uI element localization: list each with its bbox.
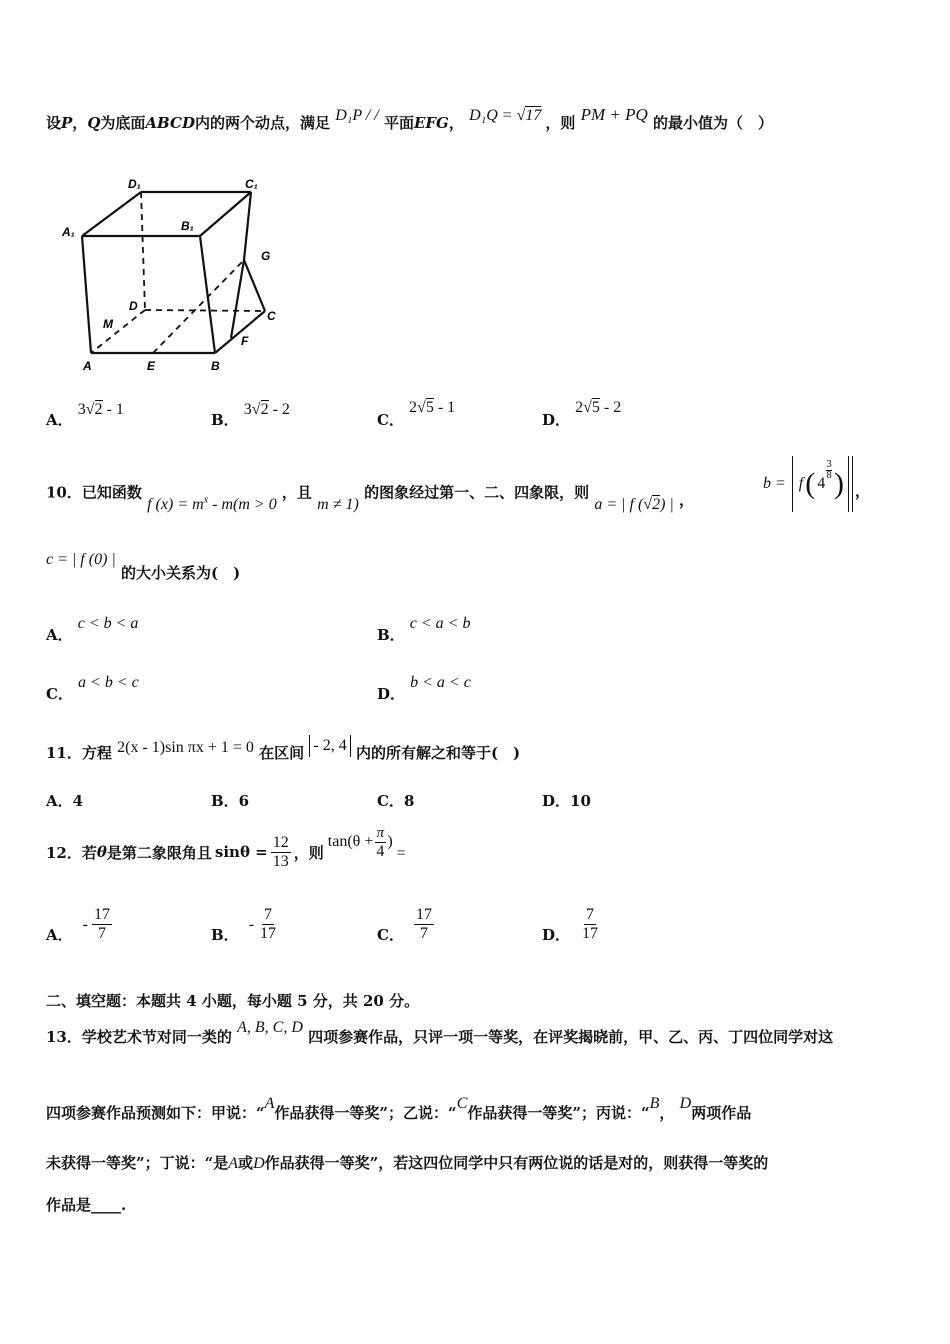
q9-prism-figure <box>55 170 295 380</box>
sqrt-symbol: √ <box>583 399 592 416</box>
option-value: a < b < c <box>78 674 139 691</box>
option-value: c < a < b <box>409 615 471 632</box>
q9-text: 平面 <box>383 114 414 132</box>
q12-equals: = <box>396 845 406 862</box>
q10-text: ， <box>679 491 695 510</box>
option-value: 2√5 - 1 <box>409 399 456 416</box>
q10-stem-line1 <box>46 474 695 514</box>
label-c1: C₁ <box>245 177 258 191</box>
q11-option-c[interactable]: C．8 <box>377 792 415 810</box>
q10-option-c[interactable] <box>46 671 139 703</box>
q13-text: 作品获得一等奖”；丙说：“ <box>467 1104 650 1122</box>
q13-abcd: A, B, C, D <box>237 1019 303 1036</box>
edge-b1-b <box>200 236 215 353</box>
option-label: C． <box>46 685 73 703</box>
exponent-fraction: 3 8 <box>826 459 832 481</box>
q10-option-a[interactable] <box>46 612 139 644</box>
q9-cond1: D₁P / / <box>335 107 379 124</box>
q10-text: ，且 <box>281 483 312 502</box>
q10-text: 10．已知函数 <box>46 483 142 502</box>
q11-stem <box>46 738 520 769</box>
edge-d-c-hidden <box>145 310 265 311</box>
q12-sin: sinθ = <box>214 843 268 861</box>
q12-text: ，则 <box>293 843 324 862</box>
q13-line4: 作品是____. <box>46 1196 127 1214</box>
q10-b-expr: b = f ( 4 3 8 ) ， <box>763 455 870 513</box>
edge-g-c <box>244 260 265 311</box>
option-sign: - <box>82 915 88 933</box>
option-value: 2√5 - 2 <box>575 399 622 416</box>
option-fraction: $\frac{7}{17}$ <box>582 906 599 942</box>
edge-b1-c1 <box>200 192 251 236</box>
q11-equation: 2(x - 1)sin πx + 1 = 0 <box>117 739 254 756</box>
label-g: G <box>261 249 271 263</box>
sqrt-symbol: √ <box>643 496 653 514</box>
q9-cond2-lhs: D₁Q = <box>469 107 513 124</box>
q12-text: 12．若 <box>46 843 97 862</box>
q12-theta: θ <box>96 843 107 861</box>
option-label: B． <box>211 411 239 429</box>
option-fraction: $\frac{7}{17}$ <box>260 906 277 942</box>
q11-option-a[interactable]: A．4 <box>46 792 84 810</box>
q10-function: f $(x) = m^x - m(m > 0$ <box>147 495 277 514</box>
q9-option-d[interactable] <box>542 398 622 429</box>
q12-option-c[interactable] <box>377 906 434 943</box>
q13-text: 作品获得一等奖”，若这四位同学中只有两位说的话是对的，则获得一等奖的 <box>264 1154 769 1172</box>
label-a1: A₁ <box>62 225 75 239</box>
q11-option-d[interactable]: D．10 <box>542 792 591 810</box>
q9-expr: PM + PQ <box>580 105 648 124</box>
q9-cond2-radicand: 17 <box>525 107 542 124</box>
q9-stem <box>46 105 774 139</box>
option-value: c < b < a <box>77 615 139 632</box>
sqrt-symbol: √ <box>85 401 95 418</box>
option-label: C． <box>377 926 404 944</box>
q9-var-efg: EFG <box>413 114 449 132</box>
label-m: M <box>103 317 113 331</box>
q13-text: 未获得一等奖”；丁说：“是 <box>46 1154 229 1172</box>
sqrt-symbol: √ <box>516 107 526 124</box>
q13-line2: 四项参赛作品预测如下：甲说：“A作品获得一等奖”；乙说：“C作品获得一等奖”；丙说：“B， D两项作品 <box>46 1095 752 1122</box>
q12-tan-expr: tan(θ + $\frac{\pi}{4}$ ) <box>327 824 393 860</box>
q10-cond: m ≠ 1) <box>317 496 359 514</box>
q12-stem <box>46 822 406 882</box>
q10-option-d[interactable] <box>377 671 471 703</box>
option-fraction: $\frac{17}{7}$ <box>415 906 432 942</box>
q13-text: 两项作品 <box>691 1104 752 1122</box>
label-d: D <box>129 299 138 313</box>
q12-option-a[interactable] <box>46 906 112 943</box>
q9-text: ，则 <box>545 114 576 132</box>
abs-bar-left <box>792 456 793 512</box>
q9-option-c[interactable] <box>377 398 456 429</box>
label-b: B <box>211 359 220 373</box>
q13-line3: 未获得一等奖”；丁说：“是A或D作品获得一等奖”，若这四位同学中只有两位说的话是对的，则获得一等奖的 <box>46 1154 769 1172</box>
option-label: D． <box>542 926 571 944</box>
label-e: E <box>147 359 156 373</box>
q10-text: 的图象经过第一、二、四象限，则 <box>364 483 590 502</box>
option-label: A． <box>46 411 73 429</box>
q13-text: 四项参赛作品，只评一项一等奖，在评奖揭晓前，甲、乙、丙、丁四位同学对这 <box>308 1028 834 1046</box>
label-b1: B₁ <box>181 219 194 233</box>
edge-d1-d-hidden <box>141 192 145 310</box>
q11-text: 11．方程 <box>46 744 112 762</box>
q9-text: ， <box>448 114 464 132</box>
q11-text: 内的所有解之和等于( ) <box>355 744 521 762</box>
q9-option-b[interactable] <box>211 400 290 429</box>
q13-text: 四项参赛作品预测如下：甲说：“ <box>46 1104 265 1122</box>
option-label: D． <box>542 411 571 429</box>
option-label: B． <box>377 626 405 644</box>
sqrt-symbol: √ <box>417 399 426 416</box>
option-value: b < a < c <box>410 674 471 691</box>
q13-text: 或 <box>238 1154 254 1172</box>
q12-option-d[interactable] <box>542 906 600 943</box>
option-value: 3√2 - 1 <box>77 401 124 418</box>
section-heading: 二、填空题：本题共 4 小题，每小题 5 分，共 20 分。 <box>46 992 420 1010</box>
label-d1: D₁ <box>128 177 141 191</box>
q13-line1 <box>46 1019 834 1053</box>
edge-a1-d1 <box>82 192 141 236</box>
label-c: C <box>267 309 276 323</box>
q9-text: 的最小值为（ ） <box>653 114 774 132</box>
sqrt-symbol: √ <box>251 401 261 418</box>
abs-bar-right2 <box>852 456 853 512</box>
q10-c-expr: c = | f (0) | <box>46 551 116 568</box>
q9-text: ， <box>72 114 88 132</box>
q10-option-b[interactable] <box>377 612 471 644</box>
edge-d-a-hidden <box>91 310 145 353</box>
option-label: B． <box>211 926 239 944</box>
q12-option-b[interactable] <box>211 906 278 943</box>
q10-text: 的大小关系为( ) <box>121 564 241 582</box>
q11-text: 在区间 <box>259 744 305 762</box>
q9-text: 内的两个动点，满足 <box>194 114 330 132</box>
q13-text: 作品获得一等奖”；乙说：“ <box>274 1104 457 1122</box>
q9-var-abcd: ABCD <box>145 114 195 132</box>
q9-option-a[interactable] <box>46 400 124 429</box>
q10-text: ， <box>854 481 870 500</box>
q13-text: ， <box>659 1104 675 1122</box>
option-sign: - <box>248 915 255 933</box>
q11-option-b[interactable]: B．6 <box>211 792 250 810</box>
edge-b-c <box>215 311 265 353</box>
q9-var-q: Q <box>87 114 101 132</box>
option-label: A． <box>46 926 73 944</box>
edge-c1-g <box>244 192 251 260</box>
q11-interval: - 2, 4 <box>309 735 350 757</box>
q10-a-expr: a = | f (√2) | <box>594 496 674 514</box>
q12-text: 是第二象限角且 <box>106 843 212 862</box>
q10-stem-line2 <box>46 548 241 582</box>
abs-bar-right <box>848 456 849 512</box>
q9-cond2 <box>469 107 545 124</box>
q9-text: 设 <box>46 114 62 132</box>
q9-var-p: P <box>61 114 73 132</box>
label-a: A <box>83 359 92 373</box>
label-f: F <box>241 334 249 348</box>
q12-sin-fraction: $\frac{12}{13}$ <box>272 833 289 870</box>
option-label: A． <box>46 626 73 644</box>
option-label: C． <box>377 411 404 429</box>
option-label: D． <box>377 685 406 703</box>
edge-a1-a <box>82 236 91 353</box>
option-fraction: $\frac{17}{7}$ <box>93 906 110 942</box>
q9-text: 为底面 <box>100 114 146 132</box>
q13-text: 13．学校艺术节对同一类的 <box>46 1028 232 1046</box>
option-value: 3√2 - 2 <box>243 401 290 418</box>
